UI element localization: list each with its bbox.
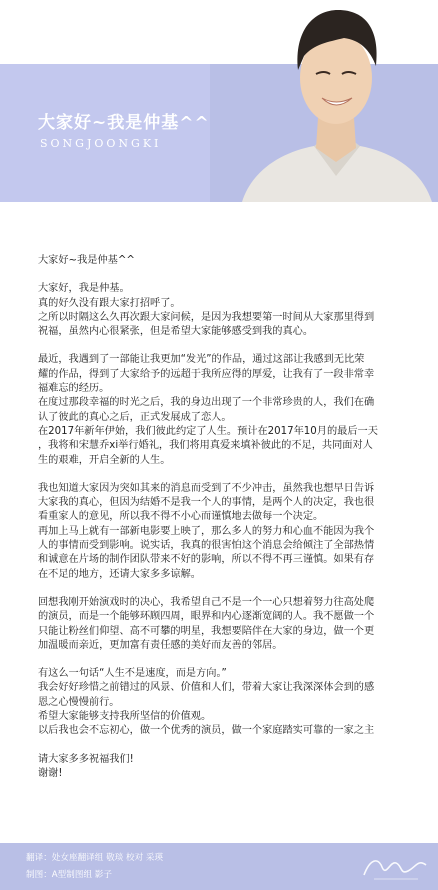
letter-closing: 谢谢!: [38, 767, 63, 779]
header-subtitle: SONGJOONGKI: [40, 137, 162, 150]
letter-body: [38, 254, 422, 781]
letter-line: 再加上马上就有一部新电影要上映了，那么多人的努力和心血不能因为我个: [38, 525, 375, 537]
letter-line: 有这么一句话“人生不是速度，而是方向。”: [38, 668, 227, 680]
letter-line: 以后我也会不忘初心，做一个优秀的演员，做一个家庭踏实可靠的一家之主: [38, 725, 375, 737]
letter-line: 我也知道大家因为突如其来的消息而受到了不少冲击，虽然我也想早日告诉: [38, 482, 375, 494]
letter-line: 生的艰难，开启全新的人生。: [38, 454, 171, 466]
letter-line: 人的事情而受到影响。说实话，我真的很害怕这个消息会给倾注了全部热情: [38, 540, 375, 552]
letter-line: 的演员，而是一个能够环顾四周，眼界和内心逐渐宽阔的人。我不愿做一个: [38, 611, 375, 623]
letter-line: 只能让粉丝们仰望、高不可攀的明星，我想要陪伴在大家的身边，做一个更: [38, 625, 375, 637]
letter-line: 真的好久没有跟大家打招呼了。: [38, 297, 181, 309]
letter-line: 大家我的真心，但因为结婚不是我一个人的事情，是两个人的决定，我也很: [38, 497, 375, 509]
letter-line: 耀的作品，得到了大家给予的远超于我所应得的厚爱，让我有了一段非常幸: [38, 368, 375, 380]
letter-line: 在不足的地方，还请大家多多谅解。: [38, 568, 201, 580]
letter-line: 加温暖而亲近，更加富有责任感的美好而友善的邻居。: [38, 639, 283, 651]
letter-line: 大家好，我是仲基。: [38, 283, 130, 295]
header-title: 大家好~我是仲基^^: [38, 113, 210, 133]
credit-translation: 翻译：处女座翻译组 敬琰 校对 采瑛: [26, 853, 164, 863]
letter-line: 希望大家能够支持我所坚信的价值观。: [38, 711, 212, 723]
letter-line: 在2017年新年伊始，我们彼此约定了人生。预计在2017年10月的最后一天: [38, 425, 378, 437]
letter-line: 福难忘的经历。: [38, 383, 110, 395]
credit-design: 制图：A型制图组 影子: [26, 870, 112, 880]
letter-line: 在度过那段幸福的时光之后，我的身边出现了一个非常珍贵的人，我们在确: [38, 397, 375, 409]
letter-line: 祝福，虽然内心很紧张，但是希望大家能够感受到我的真心。: [38, 326, 314, 338]
letter-line: 回想我刚开始演戏时的决心，我希望自己不是一个一心只想着努力往高处爬: [38, 596, 375, 608]
letter-greeting: 大家好~我是仲基^^: [38, 255, 135, 266]
letter-line: ，我将和宋慧乔xi举行婚礼，我们将用真爱来填补彼此的不足，共同面对人: [38, 440, 373, 452]
header-banner: [0, 0, 438, 222]
letter-line: 恩之心慢慢前行。: [38, 696, 120, 708]
letter-line: 之所以时隔这么久再次跟大家问候，是因为我想要第一时间从大家那里得到: [38, 311, 375, 323]
letter-line: 认了彼此的真心之后，正式发展成了恋人。: [38, 411, 232, 423]
header-band-accent: [0, 64, 210, 202]
letter-closing: 请大家多多祝福我们!: [38, 753, 134, 765]
letter-line: 我会好好珍惜之前错过的风景、价值和人们，带着大家让我深深体会到的感: [38, 682, 375, 694]
letter-line: 和诚意在片场的制作团队带来不好的影响，所以不得不再三谨慎。如果有存: [38, 554, 375, 566]
portrait-photo: [232, 0, 438, 202]
footer-banner: [0, 843, 438, 890]
letter-line: 最近，我遇到了一部能让我更加“发光”的作品，通过这部让我感到无比荣: [38, 354, 365, 366]
watermark-signature: [360, 853, 430, 883]
letter-line: 看重家人的意见，所以我不得不小心而谨慎地去做每一个决定。: [38, 511, 324, 523]
